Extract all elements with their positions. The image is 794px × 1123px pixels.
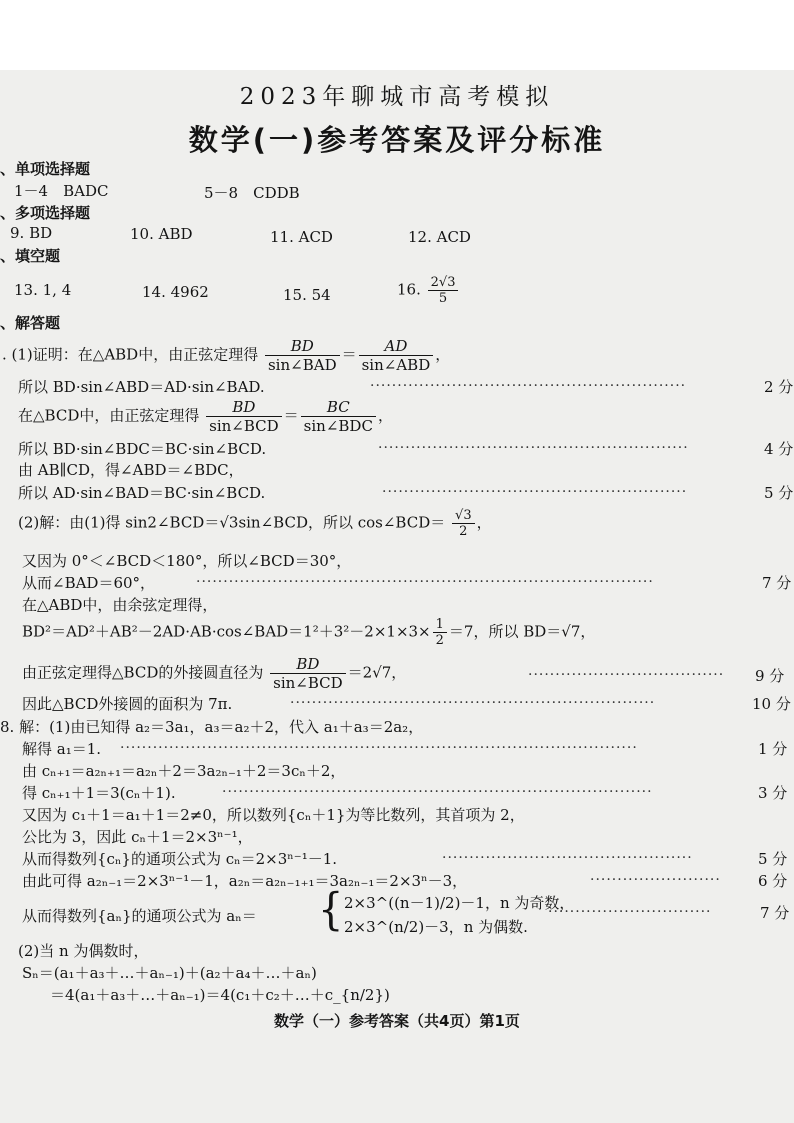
section-single-choice: 、单项选择题 xyxy=(0,160,91,178)
q17-cos-value xyxy=(452,508,475,539)
q17-ratio-bd-bcd xyxy=(206,398,282,435)
section-fill-blank: 、填空题 xyxy=(0,247,61,265)
q18-line11: Sₙ＝(a₁＋a₃＋…＋aₙ₋₁)＋(a₂＋a₄＋…＋aₙ) xyxy=(22,964,317,982)
leader-dots: ························································ xyxy=(382,484,688,500)
leader-dots: ······························································································· xyxy=(120,740,638,756)
q17-line11 xyxy=(22,617,595,648)
q18-line6: 公比为 3，因此 cₙ＋1＝2×3ⁿ⁻¹， xyxy=(22,828,253,846)
frac-num: AD xyxy=(359,337,434,356)
leader-dots: ···································· xyxy=(528,667,725,683)
answer-10: 10. ABD xyxy=(130,225,193,243)
q17-ratio-bc-bdc xyxy=(301,398,376,435)
frac-den: sin∠BAD xyxy=(267,356,337,374)
leader-dots: ·············································· xyxy=(442,850,693,866)
q17-line10: 在△ABD中，由余弦定理得， xyxy=(22,596,218,614)
answer-9: 9. BD xyxy=(10,224,53,242)
q17-line3: 在△BCD中，由正弦定理得 $\frac{BD}{\text{sin∠BCD}}$ ＝ $\frac{BC}{\text{sin∠BDC}}$ ， xyxy=(18,398,393,435)
q17-line12-text: 由正弦定理得△BCD的外接圆直径为 xyxy=(22,663,264,682)
answer-16-fraction xyxy=(428,275,459,306)
q18-line1: 8. 解：(1)由已知得 a₂＝3a₁，a₃＝a₂＋2，代入 a₁＋a₃＝2a₂， xyxy=(0,718,424,736)
frac-num: BC xyxy=(301,398,376,417)
q17-line13: 因此△BCD外接圆的面积为 7π. xyxy=(22,695,233,713)
q18-score-1: 1 分 xyxy=(758,740,788,758)
answer-12: 12. ACD xyxy=(408,228,471,246)
q17-line5: 由 AB∥CD，得∠ABD＝∠BDC， xyxy=(18,461,244,479)
q18-line9: 从而得数列{aₙ}的通项公式为 aₙ＝ xyxy=(22,907,257,925)
q18-line10: (2)当 n 为偶数时， xyxy=(18,942,149,960)
frac-den: sin∠ABD xyxy=(361,356,431,374)
page-footer: 数学（一）参考答案（共4页）第1页 xyxy=(274,1012,520,1030)
q17-ratio-bd-bad xyxy=(265,337,340,374)
leader-dots: ························ xyxy=(590,872,721,888)
q18-line3: 由 cₙ₊₁＝a₂ₙ₊₁＝a₂ₙ＋2＝3a₂ₙ₋₁＋2＝3cₙ＋2， xyxy=(22,762,346,780)
q17-line9: 从而∠BAD＝60°， xyxy=(22,574,156,592)
q18-line12: ＝4(a₁＋a₃＋…＋aₙ₋₁)＝4(c₁＋c₂＋…＋c_{n/2}) xyxy=(50,986,390,1004)
q17-ratio-ad-abd xyxy=(359,337,434,374)
answers-1-4: 1－4 BADC xyxy=(14,182,109,200)
frac-den: sin∠BDC xyxy=(303,417,373,435)
q17-line2: 所以 BD·sin∠ABD＝AD·sin∠BAD. xyxy=(18,378,265,396)
answer-16 xyxy=(397,275,460,306)
answer-15: 15. 54 xyxy=(283,286,331,304)
frac-num: 1 xyxy=(433,617,447,633)
q17-line4: 所以 BD·sin∠BDC＝BC·sin∠BCD. xyxy=(18,440,267,458)
answer-16-denominator: 5 xyxy=(438,291,448,306)
answer-key-title: 数学(一)参考答案及评分标准 xyxy=(188,123,606,157)
q17-score-7: 7 分 xyxy=(762,574,792,592)
q17-half xyxy=(433,617,447,648)
exam-title: 2023年聊城市高考模拟 xyxy=(239,84,555,110)
frac-den: 2 xyxy=(435,633,444,648)
frac-den: 2 xyxy=(459,524,468,539)
q18-line8: 由此可得 a₂ₙ₋₁＝2×3ⁿ⁻¹－1，a₂ₙ＝a₂ₙ₋₁₊₁＝3a₂ₙ₋₁＝2×3ⁿ－3， xyxy=(22,872,468,890)
answer-13: 13. 1, 4 xyxy=(14,281,72,299)
q18-line2: 解得 a₁＝1. xyxy=(22,740,102,758)
q17-line8: 又因为 0°＜∠BCD＜180°，所以∠BCD＝30°， xyxy=(22,552,352,570)
q18-line7: 从而得数列{cₙ}的通项公式为 cₙ＝2×3ⁿ⁻¹－1. xyxy=(22,850,338,868)
frac-den: sin∠BCD xyxy=(209,417,279,435)
q18-score-5: 5 分 xyxy=(758,850,788,868)
q17-score-4: 4 分 xyxy=(764,440,794,458)
frac-num: √3 xyxy=(452,508,475,524)
q18-case-even: 2×3^(n/2)－3，n 为偶数. xyxy=(344,918,528,936)
q18-score-3: 3 分 xyxy=(758,784,788,802)
q18-line4: 得 cₙ₊₁＋1＝3(cₙ＋1). xyxy=(22,784,176,802)
answer-16-label: 16. xyxy=(397,280,421,299)
q18-line5: 又因为 c₁＋1＝a₁＋1＝2≠0，所以数列{cₙ＋1}为等比数列，其首项为 2， xyxy=(22,806,525,824)
section-solutions: 、解答题 xyxy=(0,314,61,332)
q17-line7: (2)解：由(1)得 sin2∠BCD＝√3sin∠BCD，所以 cos∠BCD＝ $\frac{√3}{2}$ ， xyxy=(18,508,492,539)
q17-score-10: 10 分 xyxy=(752,695,791,713)
q17-line1: . (1)证明：在△ABD中，由正弦定理得 $\frac{BD}{\text{sin∠BAD}}$ ＝ $\frac{AD}{\text{sin∠ABD}}$ ， xyxy=(2,337,451,374)
q17-line12 xyxy=(22,655,406,692)
leader-dots: ··············································································· xyxy=(222,784,653,800)
answer-16-numerator: 2√3 xyxy=(428,275,459,291)
q17-cosine-law: BD²＝AD²＋AB²－2AD·AB·cos∠BAD＝1²＋3²－2×1×3× xyxy=(22,622,431,641)
q17-diameter-ratio xyxy=(270,655,346,692)
q18-score-6: 6 分 xyxy=(758,872,788,890)
q17-diameter-value: ＝2√7， xyxy=(347,663,407,682)
q17-bd-result: ＝7，所以 BD＝√7， xyxy=(448,622,596,641)
piecewise-brace: { xyxy=(318,884,344,936)
answers-5-8: 5－8 CDDB xyxy=(204,184,300,202)
q17-score-9: 9 分 xyxy=(755,667,785,685)
frac-num: BD xyxy=(265,337,340,356)
q17-line6: 所以 AD·sin∠BAD＝BC·sin∠BCD. xyxy=(18,484,266,502)
leader-dots: ························································· xyxy=(378,440,689,456)
frac-num: BD xyxy=(206,398,282,417)
frac-den: sin∠BCD xyxy=(273,674,343,692)
frac-num: BD xyxy=(270,655,346,674)
q17-score-5: 5 分 xyxy=(764,484,794,502)
leader-dots: ·························································· xyxy=(370,378,687,394)
answer-11: 11. ACD xyxy=(270,228,333,246)
q18-case-odd: 2×3^((n－1)/2)－1，n 为奇数， xyxy=(344,894,575,912)
q17-score-2: 2 分 xyxy=(764,378,794,396)
q17-line7-text: (2)解：由(1)得 sin2∠BCD＝√3sin∠BCD，所以 cos∠BCD＝ xyxy=(18,513,446,532)
section-multi-choice: 、多项选择题 xyxy=(0,204,91,222)
q17-line1-text: . (1)证明：在△ABD中，由正弦定理得 xyxy=(2,345,259,364)
leader-dots: ······························ xyxy=(548,904,712,920)
leader-dots: ···················································································· xyxy=(196,574,654,590)
q18-score-7: 7 分 xyxy=(760,904,790,922)
q17-line3-text: 在△BCD中，由正弦定理得 xyxy=(18,406,200,425)
leader-dots: ··································································· xyxy=(290,695,656,711)
answer-14: 14. 4962 xyxy=(142,283,209,301)
